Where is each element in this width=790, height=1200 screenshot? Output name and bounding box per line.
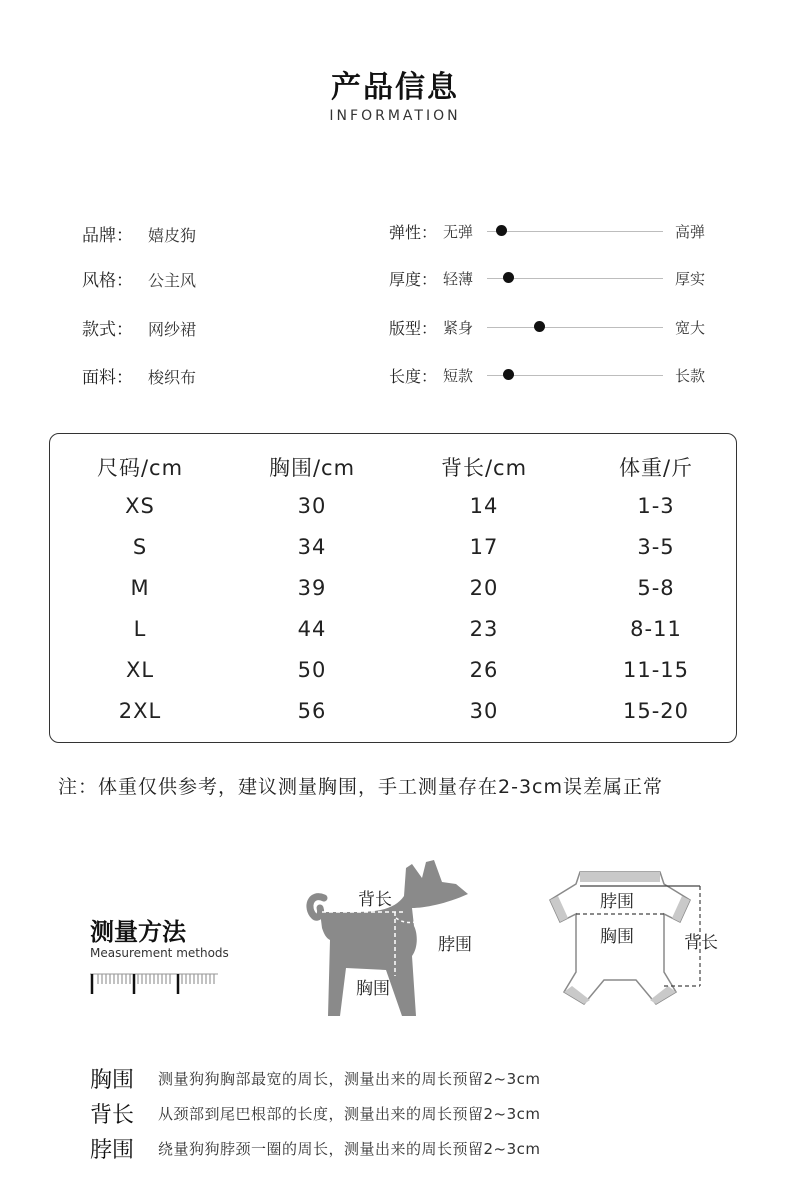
table-cell: 11-15 <box>622 658 690 682</box>
dog-label-neck: 脖围 <box>438 935 472 955</box>
attribute-label-type: 款式： <box>82 320 133 340</box>
slider-high-elasticity: 高弹 <box>675 223 706 241</box>
table-cell: 8-11 <box>630 617 682 641</box>
page-title: 产品信息 <box>331 70 459 105</box>
table-cell: 34 <box>297 535 327 559</box>
garment-label-neck: 脖围 <box>600 892 634 912</box>
slider-low-thickness: 轻薄 <box>443 270 474 288</box>
table-cell: 56 <box>297 699 327 723</box>
slider-track-length <box>487 375 663 376</box>
definition-text-neck: 绕量狗狗脖颈一圈的周长，测量出来的周长预留2~3cm <box>158 1140 541 1158</box>
attribute-label-brand: 品牌： <box>82 226 133 246</box>
table-header-back: 背长/cm <box>440 456 528 480</box>
measurement-subtitle: Measurement methods <box>90 946 229 960</box>
table-cell: 44 <box>297 617 327 641</box>
slider-knob-fit <box>534 321 545 332</box>
table-cell: 39 <box>297 576 327 600</box>
table-cell: 2XL <box>118 699 162 723</box>
table-header-weight: 体重/斤 <box>618 456 694 480</box>
slider-high-length: 长款 <box>675 367 706 385</box>
attribute-label-style: 风格： <box>82 271 133 291</box>
size-table <box>49 433 737 743</box>
table-header-chest: 胸围/cm <box>268 456 356 480</box>
table-cell: 14 <box>469 494 499 518</box>
table-cell: 20 <box>469 576 499 600</box>
attribute-value-type: 网纱裙 <box>148 320 197 339</box>
definition-term-chest: 胸围 <box>90 1068 135 1093</box>
attribute-value-fabric: 梭织布 <box>148 368 197 387</box>
definition-term-neck: 脖围 <box>90 1138 135 1163</box>
slider-label-elasticity: 弹性： <box>389 223 438 242</box>
slider-track-thickness <box>487 278 663 279</box>
table-cell: 1-3 <box>637 494 675 518</box>
measurement-note: 注：体重仅供参考，建议测量胸围，手工测量存在2-3cm误差属正常 <box>58 776 663 798</box>
table-cell: 23 <box>469 617 499 641</box>
slider-low-elasticity: 无弹 <box>443 223 474 241</box>
slider-label-thickness: 厚度： <box>389 270 438 289</box>
slider-low-fit: 紧身 <box>443 319 474 337</box>
slider-knob-elasticity <box>496 225 507 236</box>
slider-track-fit <box>487 327 663 328</box>
slider-label-fit: 版型： <box>389 319 438 338</box>
slider-high-thickness: 厚实 <box>675 270 706 288</box>
garment-label-chest: 胸围 <box>600 927 634 947</box>
table-cell: XS <box>125 494 155 518</box>
table-cell: 30 <box>469 699 499 723</box>
definition-text-chest: 测量狗狗胸部最宽的周长，测量出来的周长预留2~3cm <box>158 1070 541 1088</box>
attribute-value-brand: 嬉皮狗 <box>148 226 197 245</box>
table-cell: L <box>133 617 147 641</box>
slider-high-fit: 宽大 <box>675 319 706 337</box>
table-cell: S <box>132 535 148 559</box>
table-cell: 26 <box>469 658 499 682</box>
table-cell: M <box>130 576 150 600</box>
slider-track-elasticity <box>487 231 663 232</box>
table-cell: XL <box>125 658 155 682</box>
attribute-value-style: 公主风 <box>148 271 197 290</box>
ruler-icon <box>90 970 218 996</box>
slider-knob-length <box>503 369 514 380</box>
dog-label-chest: 胸围 <box>356 979 390 999</box>
definition-term-back: 背长 <box>90 1103 135 1128</box>
table-cell: 3-5 <box>637 535 675 559</box>
definition-text-back: 从颈部到尾巴根部的长度，测量出来的周长预留2~3cm <box>158 1105 541 1123</box>
table-cell: 5-8 <box>637 576 675 600</box>
table-cell: 50 <box>297 658 327 682</box>
table-cell: 30 <box>297 494 327 518</box>
table-cell: 17 <box>469 535 499 559</box>
slider-low-length: 短款 <box>443 367 474 385</box>
attribute-label-fabric: 面料： <box>82 368 133 388</box>
table-header-size: 尺码/cm <box>96 456 184 480</box>
garment-label-back: 背长 <box>684 933 718 953</box>
measurement-title: 测量方法 <box>90 918 186 946</box>
dog-label-back: 背长 <box>358 890 392 910</box>
table-cell: 15-20 <box>622 699 690 723</box>
page-subtitle: INFORMATION <box>329 108 461 124</box>
slider-knob-thickness <box>503 272 514 283</box>
slider-label-length: 长度： <box>389 367 438 386</box>
